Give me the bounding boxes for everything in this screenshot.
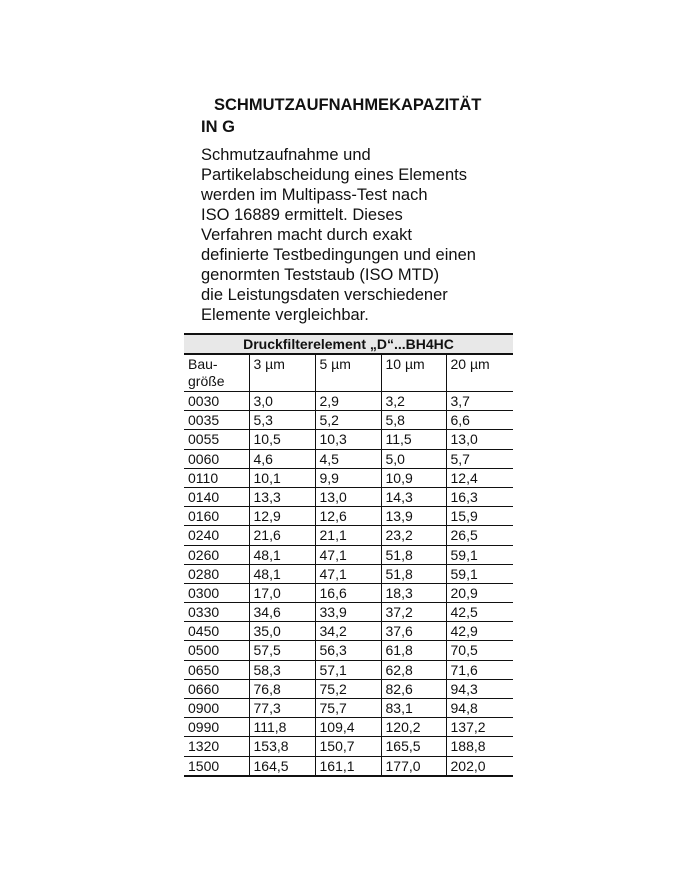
cell-3um: 10,1 — [249, 468, 315, 487]
table-row — [184, 564, 513, 583]
cell-20um: 94,3 — [446, 679, 513, 698]
intro-paragraph — [201, 145, 531, 325]
cell-20um: 70,5 — [446, 641, 513, 660]
cell-5um: 34,2 — [315, 622, 381, 641]
cell-3um: 4,6 — [249, 449, 315, 468]
cell-5um: 56,3 — [315, 641, 381, 660]
cell-size: 0055 — [184, 430, 249, 449]
cell-5um: 109,4 — [315, 718, 381, 737]
cell-size: 1500 — [184, 756, 249, 776]
table-row — [184, 622, 513, 641]
cell-10um: 177,0 — [381, 756, 446, 776]
cell-10um: 14,3 — [381, 487, 446, 506]
cell-5um: 75,7 — [315, 699, 381, 718]
cell-size: 0500 — [184, 641, 249, 660]
section-heading-line-1: SCHMUTZAUFNAHMEKAPAZITÄT — [214, 96, 482, 114]
cell-5um: 9,9 — [315, 468, 381, 487]
cell-20um: 59,1 — [446, 564, 513, 583]
table-header-row — [184, 354, 513, 392]
table-row — [184, 756, 513, 776]
cell-10um: 61,8 — [381, 641, 446, 660]
cell-5um: 5,2 — [315, 411, 381, 430]
cell-size: 1320 — [184, 737, 249, 756]
table-row — [184, 526, 513, 545]
cell-5um: 47,1 — [315, 545, 381, 564]
cell-10um: 5,8 — [381, 411, 446, 430]
cell-20um: 6,6 — [446, 411, 513, 430]
cell-3um: 111,8 — [249, 718, 315, 737]
cell-20um: 188,8 — [446, 737, 513, 756]
cell-size: 0990 — [184, 718, 249, 737]
intro-line: Schmutzaufnahme und — [201, 146, 371, 164]
cell-5um: 16,6 — [315, 583, 381, 602]
cell-3um: 17,0 — [249, 583, 315, 602]
cell-3um: 153,8 — [249, 737, 315, 756]
cell-10um: 10,9 — [381, 468, 446, 487]
cell-size: 0330 — [184, 603, 249, 622]
cell-10um: 5,0 — [381, 449, 446, 468]
cell-3um: 3,0 — [249, 392, 315, 411]
intro-line: definierte Testbedingungen und einen — [201, 246, 476, 264]
cell-5um: 4,5 — [315, 449, 381, 468]
cell-20um: 16,3 — [446, 487, 513, 506]
cell-3um: 57,5 — [249, 641, 315, 660]
cell-3um: 164,5 — [249, 756, 315, 776]
cell-3um: 12,9 — [249, 507, 315, 526]
cell-5um: 13,0 — [315, 487, 381, 506]
cell-3um: 77,3 — [249, 699, 315, 718]
cell-20um: 42,9 — [446, 622, 513, 641]
table-row — [184, 411, 513, 430]
cell-10um: 51,8 — [381, 564, 446, 583]
cell-10um: 37,6 — [381, 622, 446, 641]
cell-3um: 10,5 — [249, 430, 315, 449]
cell-size: 0660 — [184, 679, 249, 698]
cell-20um: 42,5 — [446, 603, 513, 622]
cell-5um: 150,7 — [315, 737, 381, 756]
table-row — [184, 487, 513, 506]
cell-size: 0650 — [184, 660, 249, 679]
table-row — [184, 545, 513, 564]
header-3um: 3 µm — [249, 354, 315, 392]
cell-5um: 33,9 — [315, 603, 381, 622]
cell-size: 0140 — [184, 487, 249, 506]
cell-5um: 12,6 — [315, 507, 381, 526]
cell-3um: 21,6 — [249, 526, 315, 545]
table-row — [184, 430, 513, 449]
cell-10um: 82,6 — [381, 679, 446, 698]
cell-3um: 34,6 — [249, 603, 315, 622]
cell-20um: 94,8 — [446, 699, 513, 718]
intro-line: Verfahren macht durch exakt — [201, 226, 412, 244]
cell-10um: 51,8 — [381, 545, 446, 564]
cell-10um: 3,2 — [381, 392, 446, 411]
table-row — [184, 718, 513, 737]
cell-size: 0280 — [184, 564, 249, 583]
cell-10um: 120,2 — [381, 718, 446, 737]
cell-20um: 13,0 — [446, 430, 513, 449]
cell-3um: 58,3 — [249, 660, 315, 679]
dirt-capacity-table — [184, 333, 513, 777]
cell-size: 0300 — [184, 583, 249, 602]
cell-size: 0060 — [184, 449, 249, 468]
cell-3um: 48,1 — [249, 545, 315, 564]
table-body — [184, 392, 513, 776]
header-size-line-1: Bau- — [188, 356, 218, 372]
cell-3um: 5,3 — [249, 411, 315, 430]
cell-20um: 59,1 — [446, 545, 513, 564]
section-heading — [201, 94, 531, 138]
section-heading-line-2: IN G — [201, 118, 235, 136]
cell-5um: 75,2 — [315, 679, 381, 698]
cell-20um: 137,2 — [446, 718, 513, 737]
cell-10um: 37,2 — [381, 603, 446, 622]
table-row — [184, 699, 513, 718]
cell-size: 0900 — [184, 699, 249, 718]
cell-size: 0110 — [184, 468, 249, 487]
cell-20um: 15,9 — [446, 507, 513, 526]
cell-size: 0240 — [184, 526, 249, 545]
cell-size: 0030 — [184, 392, 249, 411]
cell-3um: 76,8 — [249, 679, 315, 698]
cell-20um: 5,7 — [446, 449, 513, 468]
table-caption: Druckfilterelement „D“...BH4HC — [184, 334, 513, 354]
cell-5um: 2,9 — [315, 392, 381, 411]
table-row — [184, 679, 513, 698]
cell-10um: 18,3 — [381, 583, 446, 602]
cell-size: 0450 — [184, 622, 249, 641]
cell-10um: 62,8 — [381, 660, 446, 679]
cell-5um: 10,3 — [315, 430, 381, 449]
cell-3um: 48,1 — [249, 564, 315, 583]
cell-20um: 3,7 — [446, 392, 513, 411]
intro-line: Partikelabscheidung eines Elements — [201, 166, 467, 184]
cell-20um: 202,0 — [446, 756, 513, 776]
cell-size: 0160 — [184, 507, 249, 526]
cell-5um: 21,1 — [315, 526, 381, 545]
cell-size: 0260 — [184, 545, 249, 564]
table-row — [184, 392, 513, 411]
header-10um: 10 µm — [381, 354, 446, 392]
intro-line: die Leistungsdaten verschiedener — [201, 286, 448, 304]
intro-line: werden im Multipass-Test nach — [201, 186, 428, 204]
cell-10um: 83,1 — [381, 699, 446, 718]
table-row — [184, 660, 513, 679]
table-row — [184, 603, 513, 622]
table-row — [184, 583, 513, 602]
cell-20um: 20,9 — [446, 583, 513, 602]
header-size-line-2: größe — [188, 373, 225, 389]
cell-10um: 13,9 — [381, 507, 446, 526]
cell-10um: 23,2 — [381, 526, 446, 545]
cell-5um: 161,1 — [315, 756, 381, 776]
cell-10um: 165,5 — [381, 737, 446, 756]
header-size — [184, 354, 249, 392]
header-20um: 20 µm — [446, 354, 513, 392]
cell-5um: 57,1 — [315, 660, 381, 679]
cell-5um: 47,1 — [315, 564, 381, 583]
cell-20um: 12,4 — [446, 468, 513, 487]
intro-line: ISO 16889 ermittelt. Dieses — [201, 206, 403, 224]
cell-20um: 71,6 — [446, 660, 513, 679]
intro-line: Elemente vergleichbar. — [201, 306, 369, 324]
cell-20um: 26,5 — [446, 526, 513, 545]
intro-line: genormten Teststaub (ISO MTD) — [201, 266, 440, 284]
cell-10um: 11,5 — [381, 430, 446, 449]
table-row — [184, 641, 513, 660]
table-row — [184, 468, 513, 487]
cell-size: 0035 — [184, 411, 249, 430]
cell-3um: 35,0 — [249, 622, 315, 641]
header-5um: 5 µm — [315, 354, 381, 392]
table-row — [184, 449, 513, 468]
table-row — [184, 507, 513, 526]
table-row — [184, 737, 513, 756]
cell-3um: 13,3 — [249, 487, 315, 506]
